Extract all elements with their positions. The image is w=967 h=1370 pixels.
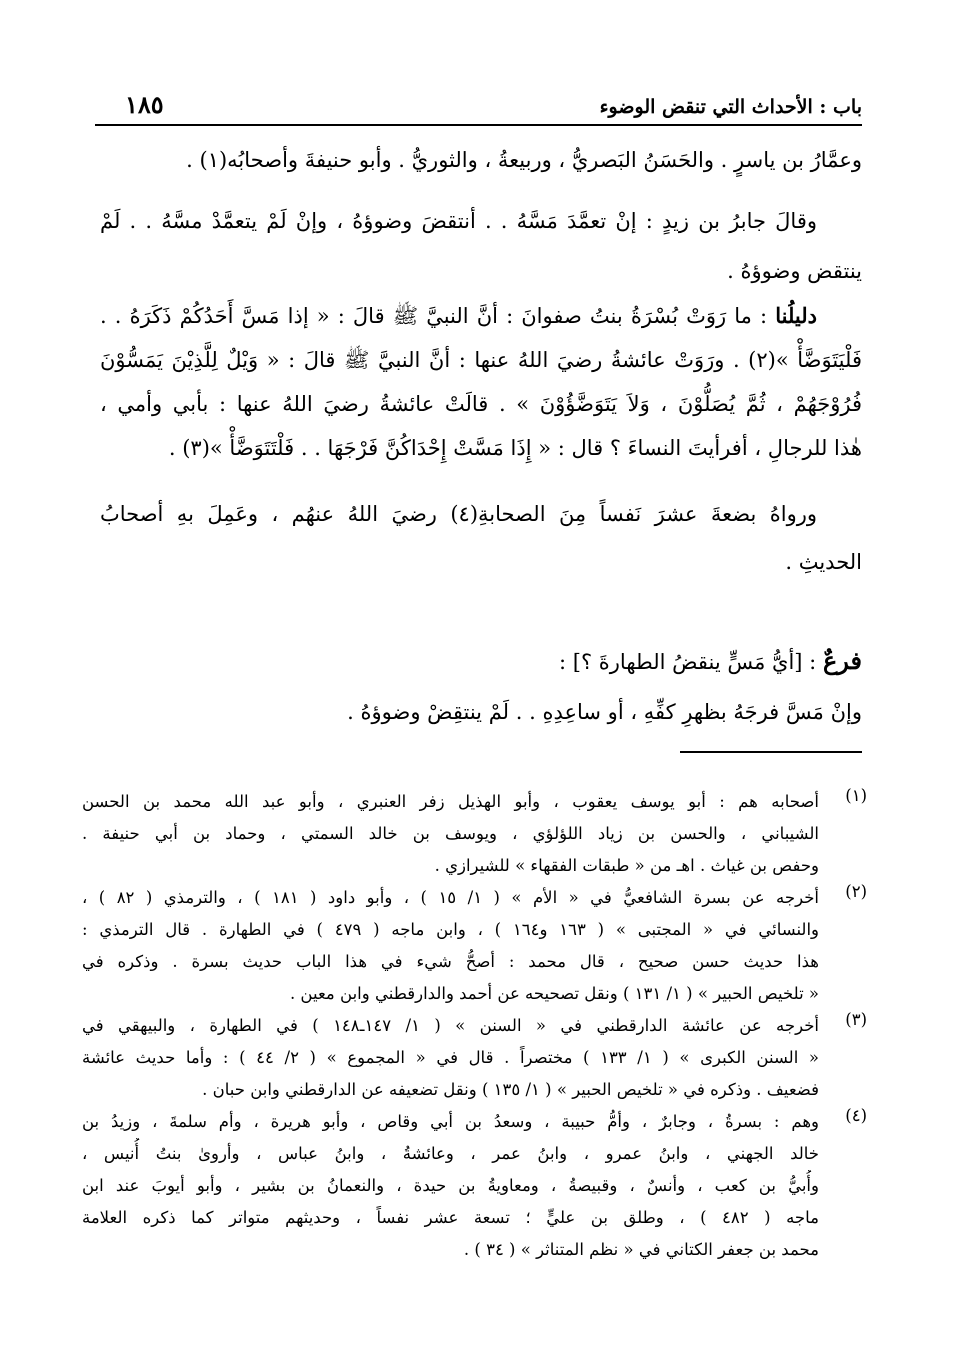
footnotes xyxy=(82,786,867,1266)
page-number: ١٨٥ xyxy=(125,90,164,119)
branch-label: فرعٌ xyxy=(822,646,862,675)
paragraph-1 xyxy=(100,140,862,180)
text-line: ينتقض وضوؤهُ . xyxy=(727,259,862,283)
footnote-4 xyxy=(82,1106,867,1266)
footnote-line: خالد الجهني ، وابنُ عمرو ، وابنُ عمر ، وعائشةُ ، وابنُ عباس ، وأروىٰ بنتُ أُنيس ، xyxy=(82,1144,819,1163)
footnote-number: (٤) xyxy=(845,1106,867,1125)
footnote-line: « السنن الكبرى » ( ١/ ١٣٣ ) مختصراً . قال في « المجموع » ( ٢/ ٤٤ ) : وأما حديث عائشة xyxy=(82,1048,819,1067)
branch-heading: : [أيُّ مَسٍّ ينقضُ الطهارةَ ؟] : xyxy=(559,650,817,674)
text-line xyxy=(100,294,862,338)
footnote-line: وهم : بسرةُ ، وجابرٌ ، وأمُّ حبيبة ، وسعدُ بن أبي وقاص ، وأبو هريرة ، وأم سلمةَ ، وزيدُ بن xyxy=(82,1112,819,1131)
text-line xyxy=(100,636,862,687)
footnote-line: الشيباني ، والحسن بن زياد اللؤلؤي ، ويوسف بن خالد السمتي ، وحماد بن أبي حنيفة . xyxy=(82,824,819,843)
footnote-line: ماجه ( ٤٨٢ ) ، وطلق بن عليٍّ ؛ تسعة عشر نفساً ، وحديثهم متواتر كما ذكره العلامة xyxy=(82,1208,819,1227)
footnote-line: وأُبيُّ بن كعب ، وأنسٌ ، وقبيصةُ ، ومعاويةُ بن حيدة ، والنعمانُ بن بشير ، وأبو أيوبَ عند ابن xyxy=(82,1176,819,1195)
footnote-line: أخرجه عن عائشة الدارقطني في « السنن » ( ١/ ١٤٧ـ١٤٨ ) في الطهارة ، والبيهقي في xyxy=(82,1016,819,1035)
text-line: وإنْ مَسَّ فرجَهُ بظهرِ كفِّهِ ، أو ساعِدِهِ . . لَمْ ينتقِضْ وضوؤهُ . xyxy=(347,700,862,724)
footnote-line: وحفص بن غياث . اهـ من « طبقات الفقهاء » للشيرازي . xyxy=(434,856,819,875)
text-line: وقالَ جابرُ بن زيدٍ : إنْ تعمَّدَ مَسَّهُ . . أنتقضَ وضوؤهُ ، وإنْ لَمْ يتعمَّدْ مسَّهُ . . لَمْ xyxy=(100,209,817,233)
text-line: وعمَّارُ بن ياسرٍ . والحَسَنُ البَصريُّ ، وربيعةُ ، والثوريُّ . وأبو حنيفةَ وأصحابُه(١) . xyxy=(186,148,862,172)
text-line: فَلْيَتَوَضَّأْ »(٢) . ورَوَتْ عائشةُ رضيَ اللهُ عنها : أنَّ النبيَّ ﷺ قالَ : « وَيْلٌ لِلَّذِيْنَ يَمَسُّوْنَ xyxy=(100,348,862,372)
paragraph-3 xyxy=(100,294,862,470)
footnote-number: (٣) xyxy=(845,1010,867,1029)
page-header xyxy=(95,84,862,122)
text-line: فُرُوْجَهُمْ ، ثُمَّ يُصَلُّوْنَ ، وَلاَ يَتَوَضَّؤُوْنَ » . قالَتْ عائشةُ رضيَ اللهُ عنها : بأبي وأمي ، xyxy=(100,392,862,416)
text-run: : ما رَوَتْ بُسْرَةُ بنتُ صفوانَ : أنَّ النبيَّ ﷺ قالَ : « إذا مَسَّ أَحَدُكُمْ ذَكَرَهُ . . xyxy=(100,304,768,328)
footnote-number: (٢) xyxy=(845,882,867,901)
text-line: هٰذا للرجالِ ، أفرأيتَ النساءَ ؟ قال : « إِذَا مَسَّتْ إِحْدَاكُنَّ فَرْجَهَا . . فَلْتَتَوَضَّأْ »(٣) . xyxy=(168,436,862,460)
chapter-title: باب : الأحداث التي تنقض الوضوء xyxy=(599,96,862,118)
evidence-label: دليلُنا xyxy=(775,303,817,328)
footnote-number: (١) xyxy=(845,786,867,805)
text-line: الحديثِ . xyxy=(785,550,862,574)
footnote-line: أخرجه عن بسرة الشافعيُّ في « الأم » ( ١/ ١٥ ) ، وأبو داود ( ١٨١ ) ، والترمذي ( ٨٢ ) ، xyxy=(82,888,819,907)
footnote-2 xyxy=(82,882,867,1010)
footnote-divider xyxy=(680,751,862,753)
paragraph-2 xyxy=(100,196,862,296)
footnote-line: والنسائي في « المجتبى » ( ١٦٣ و١٦٤ ) ، وابن ماجه ( ٤٧٩ ) في الطهارة . قال الترمذي : xyxy=(82,920,819,939)
footnote-1 xyxy=(82,786,867,882)
paragraph-4 xyxy=(100,490,862,586)
header-divider xyxy=(95,124,862,126)
branch-section xyxy=(100,636,862,737)
footnote-line: محمد بن جعفر الكتاني في « نظم المتناثر » ( ٣٤ ) . xyxy=(463,1240,819,1259)
footnote-line: أصحابه هم : أبو يوسف يعقوب ، وأبو الهذيل زفر العنبري ، وأبو عبد الله محمد بن الحسن xyxy=(82,792,819,811)
text-line: ورواهُ بضعةَ عشرَ نَفساً مِنَ الصحابةِ(٤) رضيَ اللهُ عنهُم ، وعَمِلَ بهِ أصحابُ xyxy=(100,502,817,526)
footnote-line: فضعيف . وذكره في « تلخيص الحبير » ( ١/ ١٣٥ ) ونقل تضعيفه عن الدارقطني وابن حبان . xyxy=(202,1080,819,1099)
footnote-line: « تلخيص الحبير » ( ١/ ١٣١ ) ونقل تصحيحه عن أحمد والدارقطني وابن معين . xyxy=(289,984,819,1003)
footnote-3 xyxy=(82,1010,867,1106)
footnote-line: هذا حديث حسن صحيح ، قال محمد : أصحُّ شيء في هذا الباب حديث بسرة . وذكره في xyxy=(82,952,819,971)
